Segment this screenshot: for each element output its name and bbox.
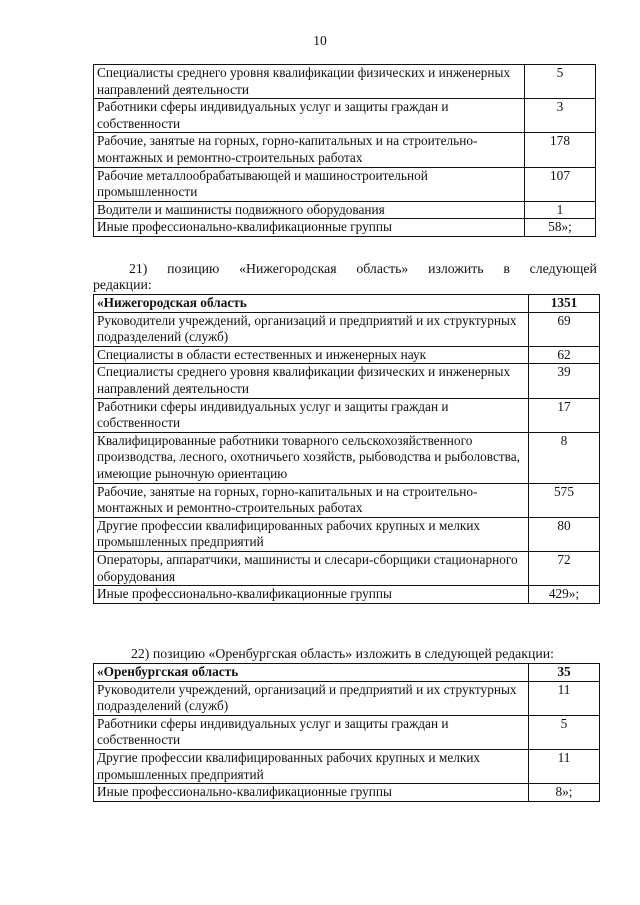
paragraph-word: позицию — [167, 261, 220, 276]
region-header-row — [94, 295, 600, 313]
occupation-group: Руководители учреждений, организаций и предприятий и их структурных подразделений (служб) — [94, 681, 529, 715]
quota-value: 8»; — [529, 784, 600, 802]
occupation-group: Водители и машинисты подвижного оборудования — [94, 201, 525, 219]
region-total: 1351 — [529, 295, 600, 313]
table-row — [94, 312, 600, 346]
quota-value: 107 — [525, 167, 596, 201]
occupation-group: Работники сферы индивидуальных услуг и защиты граждан и собственности — [94, 99, 525, 133]
occupation-group: Специалисты среднего уровня квалификации физических и инженерных направлений деятельности — [94, 65, 525, 99]
quota-value: 39 — [529, 364, 600, 398]
table-row — [94, 364, 600, 398]
paragraph-21-line1 — [93, 261, 597, 277]
quota-value: 17 — [529, 398, 600, 432]
table-row — [94, 586, 600, 604]
occupation-group: Другие профессии квалифицированных рабочих крупных и мелких промышленных предприятий — [94, 517, 529, 551]
occupation-table-orenburg — [93, 663, 600, 802]
paragraph-22: 22) позицию «Оренбургская область» изложить в следующей редакции: — [131, 646, 554, 661]
table-row — [94, 432, 600, 483]
quota-value: 5 — [525, 65, 596, 99]
occupation-group: Рабочие, занятые на горных, горно-капитальных и на строительно-монтажных и ремонтно-строительных работах — [94, 133, 525, 167]
paragraph-21-line2: редакции: — [93, 277, 152, 292]
quota-value: 5 — [529, 715, 600, 749]
occupation-group: Иные профессионально-квалификационные группы — [94, 219, 525, 237]
occupation-table-nizhny-novgorod — [93, 294, 600, 604]
page-number: 10 — [313, 33, 327, 48]
paragraph-21 — [93, 261, 597, 293]
table-row — [94, 201, 596, 219]
quota-value: 58»; — [525, 219, 596, 237]
table-row — [94, 398, 600, 432]
paragraph-word: область» — [356, 261, 409, 276]
quota-value: 8 — [529, 432, 600, 483]
quota-value: 1 — [525, 201, 596, 219]
table-row — [94, 219, 596, 237]
region-header-row — [94, 664, 600, 682]
quota-value: 429»; — [529, 586, 600, 604]
paragraph-word: в — [503, 261, 510, 276]
region-total: 35 — [529, 664, 600, 682]
region-name: «Оренбургская область — [94, 664, 529, 682]
table-row — [94, 99, 596, 133]
region-name: «Нижегородская область — [94, 295, 529, 313]
table-row — [94, 517, 600, 551]
occupation-group: Иные профессионально-квалификационные группы — [94, 586, 529, 604]
quota-value: 80 — [529, 517, 600, 551]
occupation-group: Иные профессионально-квалификационные группы — [94, 784, 529, 802]
table-row — [94, 65, 596, 99]
table-row — [94, 133, 596, 167]
quota-value: 11 — [529, 749, 600, 783]
occupation-group: Рабочие, занятые на горных, горно-капитальных и на строительно-монтажных и ремонтно-строительных работах — [94, 483, 529, 517]
occupation-group: Операторы, аппаратчики, машинисты и слесари-сборщики стационарного оборудования — [94, 551, 529, 585]
occupation-table-previous-region — [93, 64, 596, 237]
quota-value: 575 — [529, 483, 600, 517]
table-row — [94, 681, 600, 715]
quota-value: 72 — [529, 551, 600, 585]
table-row — [94, 784, 600, 802]
quota-value: 3 — [525, 99, 596, 133]
occupation-group: Рабочие металлообрабатывающей и машиностроительной промышленности — [94, 167, 525, 201]
table-row — [94, 715, 600, 749]
quota-value: 11 — [529, 681, 600, 715]
paragraph-word: 21) — [129, 261, 148, 276]
paragraph-word: «Нижегородская — [239, 261, 337, 276]
occupation-group: Руководители учреждений, организаций и предприятий и их структурных подразделений (служб) — [94, 312, 529, 346]
table-row — [94, 551, 600, 585]
occupation-group: Специалисты среднего уровня квалификации физических и инженерных направлений деятельности — [94, 364, 529, 398]
occupation-group: Работники сферы индивидуальных услуг и защиты граждан и собственности — [94, 715, 529, 749]
quota-value: 62 — [529, 346, 600, 364]
occupation-group: Другие профессии квалифицированных рабочих крупных и мелких промышленных предприятий — [94, 749, 529, 783]
table-row — [94, 167, 596, 201]
table-row — [94, 346, 600, 364]
occupation-group: Специалисты в области естественных и инженерных наук — [94, 346, 529, 364]
table-row — [94, 483, 600, 517]
paragraph-word: следующей — [529, 261, 597, 276]
table-row — [94, 749, 600, 783]
paragraph-word: изложить — [428, 261, 484, 276]
quota-value: 69 — [529, 312, 600, 346]
occupation-group: Квалифицированные работники товарного сельскохозяйственного производства, лесного, охотничьего хозяйств, рыбоводства и рыболовства, имеющие рыночную ориентацию — [94, 432, 529, 483]
occupation-group: Работники сферы индивидуальных услуг и защиты граждан и собственности — [94, 398, 529, 432]
quota-value: 178 — [525, 133, 596, 167]
